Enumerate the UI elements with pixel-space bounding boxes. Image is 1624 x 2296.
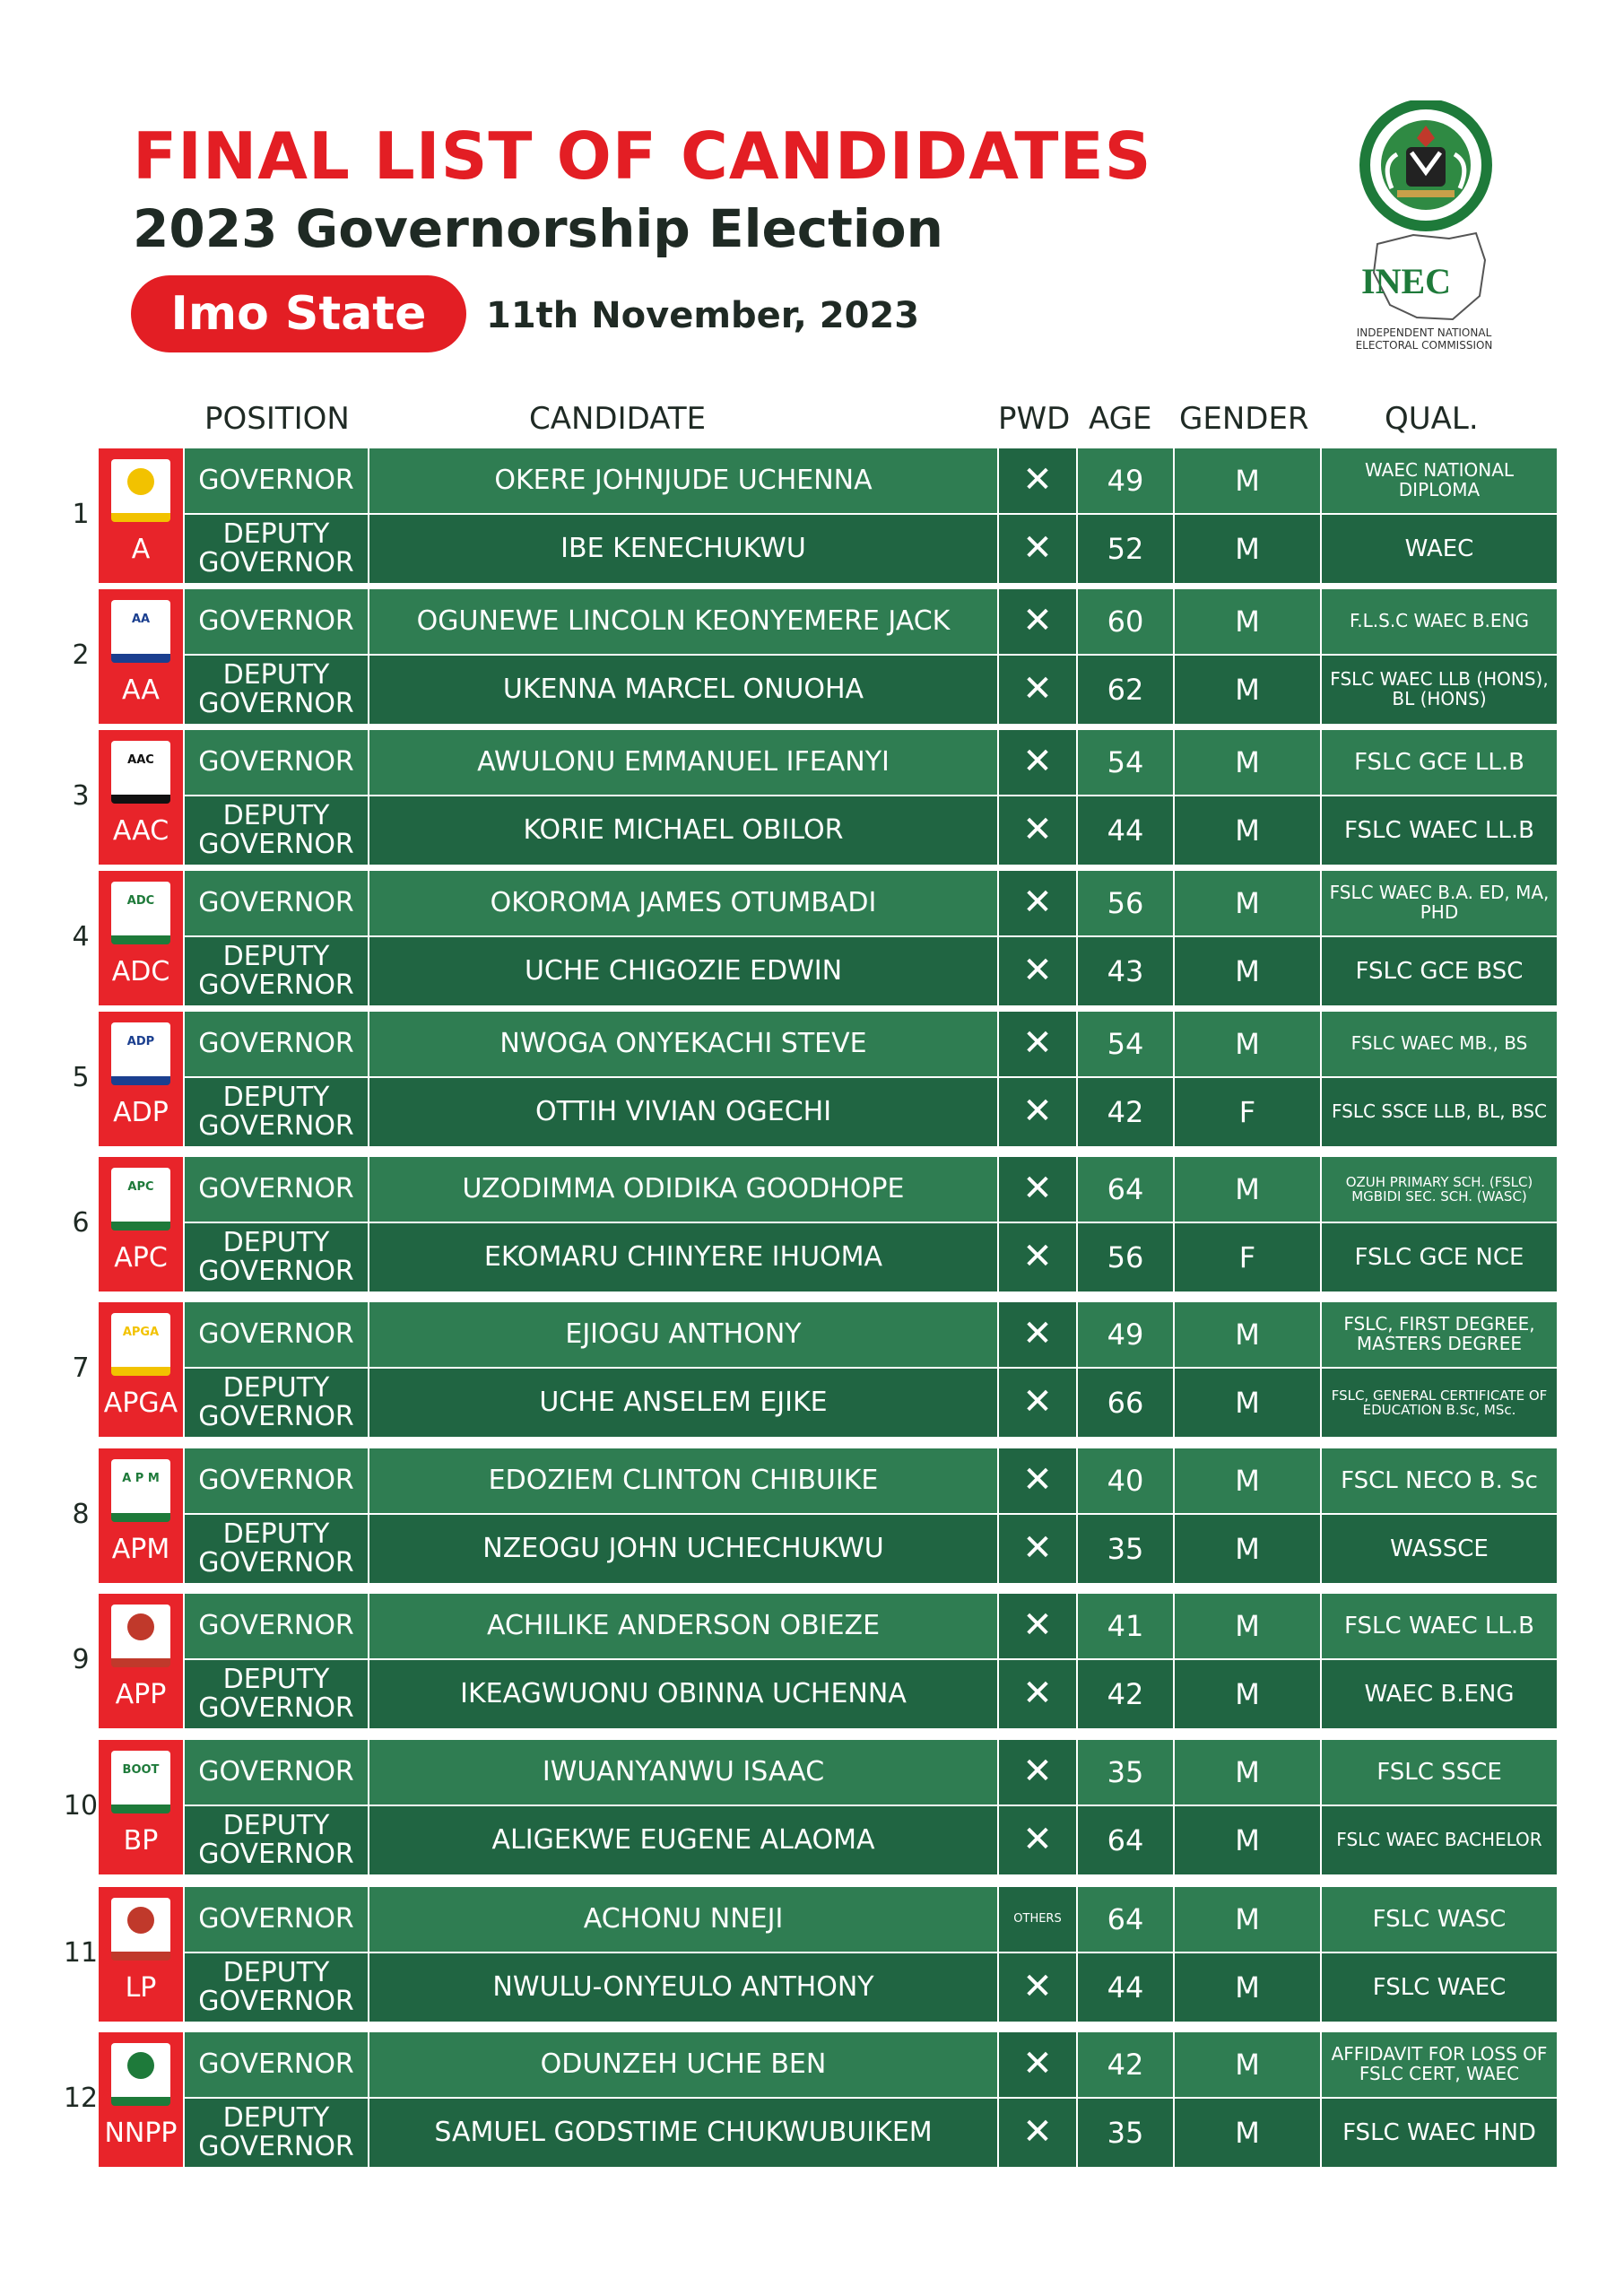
party-number: 8 [72, 1499, 90, 1530]
deputy-label-line1: DEPUTY [222, 1809, 330, 1841]
governor-name: ACHILIKE ANDERSON OBIEZE [369, 1594, 997, 1658]
party-number: 1 [72, 499, 90, 530]
deputy-pwd: ✕ [999, 1515, 1076, 1583]
governor-qualification: OZUH PRIMARY SCH. (FSLC) MGBIDI SEC. SCH. (WASC) [1322, 1157, 1557, 1222]
position-deputy-governor [185, 1953, 368, 2022]
party-group [99, 2032, 1557, 2167]
governor-age: 60 [1078, 589, 1173, 654]
party-box [99, 1302, 183, 1437]
deputy-pwd: ✕ [999, 515, 1076, 583]
party-logo-text: BOOT [122, 1763, 160, 1777]
deputy-pwd: ✕ [999, 1806, 1076, 1874]
governor-name: OGUNEWE LINCOLN KEONYEMERE JACK [369, 589, 997, 654]
deputy-name: SAMUEL GODSTIME CHUKWUBUIKEM [369, 2099, 997, 2167]
deputy-qualification: FSLC WAEC LL.B [1322, 796, 1557, 865]
governor-gender: M [1175, 1012, 1320, 1076]
position-governor: GOVERNOR [185, 1012, 368, 1076]
deputy-label-line2: GOVERNOR [198, 547, 354, 578]
party-number: 12 [63, 2083, 99, 2114]
party-logo-icon [111, 741, 170, 804]
governor-name: OKOROMA JAMES OTUMBADI [369, 871, 997, 935]
deputy-label-line1: DEPUTY [222, 799, 330, 831]
deputy-gender: M [1175, 515, 1320, 583]
deputy-name: UKENNA MARCEL ONUOHA [369, 656, 997, 724]
party-group [99, 1448, 1557, 1583]
position-deputy-governor [185, 937, 368, 1005]
party-box [99, 1887, 183, 2022]
governor-pwd: ✕ [999, 730, 1076, 795]
party-box [99, 448, 183, 583]
party-group [99, 1012, 1557, 1146]
page-title: FINAL LIST OF CANDIDATES [133, 118, 1152, 194]
position-deputy-governor [185, 2099, 368, 2167]
governor-gender: M [1175, 871, 1320, 935]
governor-qualification: AFFIDAVIT FOR LOSS OF FSLC CERT, WAEC [1322, 2032, 1557, 2097]
party-abbreviation: APM [111, 1534, 170, 1565]
governor-pwd: ✕ [999, 1157, 1076, 1222]
party-logo-text: ADC [126, 894, 155, 908]
deputy-label-line1: DEPUTY [222, 1371, 330, 1404]
deputy-label-line1: DEPUTY [222, 1663, 330, 1695]
governor-age: 35 [1078, 1740, 1173, 1805]
deputy-gender: M [1175, 796, 1320, 865]
deputy-age: 56 [1078, 1223, 1173, 1292]
governor-qualification: FSLC WAEC B.A. ED, MA, PHD [1322, 871, 1557, 935]
party-group [99, 448, 1557, 583]
deputy-name: UCHE ANSELEM EJIKE [369, 1369, 997, 1437]
deputy-name: NZEOGU JOHN UCHECHUKWU [369, 1515, 997, 1583]
party-logo-emblem [127, 1907, 154, 1934]
inec-emblem-icon [1325, 100, 1523, 361]
governor-age: 49 [1078, 448, 1173, 513]
deputy-qualification: WAEC [1322, 515, 1557, 583]
party-number: 5 [72, 1062, 90, 1093]
party-group [99, 1594, 1557, 1728]
governor-qualification: FSLC GCE LL.B [1322, 730, 1557, 795]
party-box [99, 730, 183, 865]
governor-gender: M [1175, 1157, 1320, 1222]
party-logo-emblem [127, 468, 154, 495]
party-abbreviation: AAC [112, 815, 169, 847]
deputy-label-line2: GOVERNOR [198, 1256, 354, 1287]
party-number: 10 [63, 1790, 99, 1822]
party-logo-icon [111, 882, 170, 944]
column-header-candidate: CANDIDATE [529, 401, 707, 437]
position-governor: GOVERNOR [185, 1448, 368, 1513]
party-abbreviation: LP [125, 1972, 157, 2004]
deputy-qualification: FSLC WAEC LLB (HONS), BL (HONS) [1322, 656, 1557, 724]
governor-pwd: ✕ [999, 871, 1076, 935]
governor-name: IWUANYANWU ISAAC [369, 1740, 997, 1805]
deputy-age: 35 [1078, 1515, 1173, 1583]
governor-name: UZODIMMA ODIDIKA GOODHOPE [369, 1157, 997, 1222]
position-deputy-governor [185, 1223, 368, 1292]
deputy-gender: F [1175, 1078, 1320, 1146]
deputy-pwd: ✕ [999, 1953, 1076, 2022]
deputy-qualification: FSLC GCE NCE [1322, 1223, 1557, 1292]
deputy-pwd: ✕ [999, 937, 1076, 1005]
election-date: 11th November, 2023 [486, 295, 920, 336]
governor-qualification: FSLC WASC [1322, 1887, 1557, 1952]
governor-name: ODUNZEH UCHE BEN [369, 2032, 997, 2097]
party-box [99, 1448, 183, 1583]
party-number: 7 [72, 1352, 90, 1384]
deputy-name: UCHE CHIGOZIE EDWIN [369, 937, 997, 1005]
page-subtitle: 2023 Governorship Election [133, 198, 943, 259]
position-deputy-governor [185, 1078, 368, 1146]
party-logo-icon [111, 1313, 170, 1376]
deputy-gender: M [1175, 1806, 1320, 1874]
position-governor: GOVERNOR [185, 1594, 368, 1658]
deputy-pwd: ✕ [999, 1078, 1076, 1146]
deputy-gender: M [1175, 937, 1320, 1005]
party-logo-icon [111, 1751, 170, 1813]
party-group [99, 730, 1557, 865]
column-header-position: POSITION [204, 401, 350, 437]
party-group [99, 1302, 1557, 1437]
position-governor: GOVERNOR [185, 730, 368, 795]
party-number: 2 [72, 639, 90, 671]
deputy-pwd: ✕ [999, 656, 1076, 724]
party-group [99, 1157, 1557, 1292]
governor-qualification: FSCL NECO B. Sc [1322, 1448, 1557, 1513]
governor-qualification: FSLC, FIRST DEGREE, MASTERS DEGREE [1322, 1302, 1557, 1367]
inec-fullname-line2: ELECTORAL COMMISSION [1355, 339, 1493, 352]
deputy-pwd: ✕ [999, 2099, 1076, 2167]
party-abbreviation: ADC [111, 956, 170, 987]
position-governor: GOVERNOR [185, 1302, 368, 1367]
governor-qualification: F.L.S.C WAEC B.ENG [1322, 589, 1557, 654]
deputy-pwd: ✕ [999, 796, 1076, 865]
party-abbreviation: APC [114, 1242, 168, 1274]
deputy-qualification: FSLC GCE BSC [1322, 937, 1557, 1005]
position-deputy-governor [185, 1806, 368, 1874]
party-logo-text: APC [127, 1180, 154, 1194]
governor-gender: M [1175, 589, 1320, 654]
party-logo-icon [111, 1605, 170, 1667]
governor-name: NWOGA ONYEKACHI STEVE [369, 1012, 997, 1076]
governor-name: AWULONU EMMANUEL IFEANYI [369, 730, 997, 795]
deputy-label-line2: GOVERNOR [198, 1547, 354, 1578]
position-deputy-governor [185, 1369, 368, 1437]
deputy-age: 44 [1078, 1953, 1173, 2022]
column-header-gender: GENDER [1179, 401, 1309, 437]
deputy-qualification: FSLC WAEC HND [1322, 2099, 1557, 2167]
governor-pwd: ✕ [999, 1302, 1076, 1367]
deputy-label-line1: DEPUTY [222, 940, 330, 972]
governor-gender: M [1175, 1302, 1320, 1367]
governor-pwd: ✕ [999, 448, 1076, 513]
party-logo-icon [111, 1898, 170, 1961]
deputy-qualification: WAEC B.ENG [1322, 1660, 1557, 1728]
party-logo-text: ADP [126, 1035, 155, 1048]
governor-name: ACHONU NNEJI [369, 1887, 997, 1952]
deputy-name: IBE KENECHUKWU [369, 515, 997, 583]
deputy-name: IKEAGWUONU OBINNA UCHENNA [369, 1660, 997, 1728]
party-number: 4 [72, 921, 90, 952]
deputy-qualification: FSLC, GENERAL CERTIFICATE OF EDUCATION B.Sc, MSc. [1322, 1369, 1557, 1437]
governor-age: 42 [1078, 2032, 1173, 2097]
deputy-pwd: ✕ [999, 1223, 1076, 1292]
deputy-label-line1: DEPUTY [222, 658, 330, 691]
deputy-name: ALIGEKWE EUGENE ALAOMA [369, 1806, 997, 1874]
deputy-label-line2: GOVERNOR [198, 970, 354, 1001]
party-abbreviation: BP [123, 1825, 159, 1857]
inec-fullname-line1: INDEPENDENT NATIONAL [1356, 326, 1492, 339]
governor-age: 40 [1078, 1448, 1173, 1513]
governor-pwd: OTHERS [999, 1887, 1076, 1952]
deputy-age: 62 [1078, 656, 1173, 724]
governor-gender: M [1175, 448, 1320, 513]
party-logo-icon [111, 1459, 170, 1522]
governor-pwd: ✕ [999, 2032, 1076, 2097]
governor-qualification: FSLC WAEC MB., BS [1322, 1012, 1557, 1076]
deputy-gender: M [1175, 1953, 1320, 2022]
position-governor: GOVERNOR [185, 448, 368, 513]
deputy-name: OTTIH VIVIAN OGECHI [369, 1078, 997, 1146]
deputy-age: 44 [1078, 796, 1173, 865]
party-group [99, 589, 1557, 724]
deputy-gender: F [1175, 1223, 1320, 1292]
deputy-gender: M [1175, 656, 1320, 724]
deputy-qualification: FSLC WAEC [1322, 1953, 1557, 2022]
deputy-age: 35 [1078, 2099, 1173, 2167]
party-logo-text: AAC [127, 753, 154, 767]
deputy-label-line2: GOVERNOR [198, 688, 354, 719]
position-deputy-governor [185, 796, 368, 865]
deputy-gender: M [1175, 1515, 1320, 1583]
deputy-age: 43 [1078, 937, 1173, 1005]
deputy-label-line2: GOVERNOR [198, 829, 354, 860]
governor-name: EJIOGU ANTHONY [369, 1302, 997, 1367]
deputy-name: NWULU-ONYEULO ANTHONY [369, 1953, 997, 2022]
governor-gender: M [1175, 2032, 1320, 2097]
column-header-pwd: PWD [998, 401, 1071, 437]
deputy-qualification: FSLC SSCE LLB, BL, BSC [1322, 1078, 1557, 1146]
position-deputy-governor [185, 515, 368, 583]
party-logo-icon [111, 600, 170, 663]
deputy-label-line2: GOVERNOR [198, 2131, 354, 2162]
deputy-gender: M [1175, 1369, 1320, 1437]
deputy-gender: M [1175, 2099, 1320, 2167]
deputy-age: 66 [1078, 1369, 1173, 1437]
deputy-age: 42 [1078, 1660, 1173, 1728]
governor-pwd: ✕ [999, 1012, 1076, 1076]
party-logo-emblem [127, 2052, 154, 2079]
governor-name: EDOZIEM CLINTON CHIBUIKE [369, 1448, 997, 1513]
governor-age: 56 [1078, 871, 1173, 935]
party-box [99, 1012, 183, 1146]
party-box [99, 871, 183, 1005]
deputy-age: 42 [1078, 1078, 1173, 1146]
deputy-label-line2: GOVERNOR [198, 1839, 354, 1870]
deputy-age: 52 [1078, 515, 1173, 583]
party-box [99, 2032, 183, 2167]
position-governor: GOVERNOR [185, 1740, 368, 1805]
position-governor: GOVERNOR [185, 1157, 368, 1222]
governor-age: 41 [1078, 1594, 1173, 1658]
governor-gender: M [1175, 1594, 1320, 1658]
governor-gender: M [1175, 730, 1320, 795]
party-logo-icon [111, 2043, 170, 2106]
party-logo-text: APGA [122, 1326, 160, 1339]
party-logo-icon [111, 1168, 170, 1231]
governor-qualification: FSLC WAEC LL.B [1322, 1594, 1557, 1658]
governor-qualification: WAEC NATIONAL DIPLOMA [1322, 448, 1557, 513]
deputy-age: 64 [1078, 1806, 1173, 1874]
party-logo-emblem [127, 1613, 154, 1640]
party-abbreviation: NNPP [104, 2118, 178, 2149]
party-abbreviation: AA [122, 674, 160, 706]
party-number: 6 [72, 1207, 90, 1239]
inec-acronym: INEC [1361, 261, 1452, 301]
party-logo-text: A P M [122, 1472, 160, 1485]
deputy-label-line1: DEPUTY [222, 1081, 330, 1113]
deputy-qualification: FSLC WAEC BACHELOR [1322, 1806, 1557, 1874]
governor-pwd: ✕ [999, 589, 1076, 654]
deputy-label-line1: DEPUTY [222, 1956, 330, 1988]
column-header-qual: QUAL. [1385, 401, 1479, 437]
deputy-label-line2: GOVERNOR [198, 1692, 354, 1724]
governor-gender: M [1175, 1448, 1320, 1513]
governor-age: 49 [1078, 1302, 1173, 1367]
position-deputy-governor [185, 1515, 368, 1583]
position-governor: GOVERNOR [185, 2032, 368, 2097]
party-box [99, 589, 183, 724]
deputy-name: EKOMARU CHINYERE IHUOMA [369, 1223, 997, 1292]
party-logo-text: AA [131, 613, 151, 626]
position-deputy-governor [185, 656, 368, 724]
party-abbreviation: A [131, 534, 151, 565]
governor-age: 54 [1078, 1012, 1173, 1076]
party-box [99, 1740, 183, 1874]
deputy-label-line1: DEPUTY [222, 2101, 330, 2134]
position-governor: GOVERNOR [185, 589, 368, 654]
inec-logo [1325, 100, 1523, 361]
deputy-qualification: WASSCE [1322, 1515, 1557, 1583]
governor-pwd: ✕ [999, 1448, 1076, 1513]
deputy-label-line1: DEPUTY [222, 1518, 330, 1550]
party-number: 11 [63, 1937, 99, 1969]
party-logo-icon [111, 1022, 170, 1085]
deputy-name: KORIE MICHAEL OBILOR [369, 796, 997, 865]
deputy-gender: M [1175, 1660, 1320, 1728]
party-group [99, 1740, 1557, 1874]
party-box [99, 1594, 183, 1728]
governor-pwd: ✕ [999, 1594, 1076, 1658]
position-governor: GOVERNOR [185, 1887, 368, 1952]
state-badge: Imo State [131, 275, 466, 352]
party-logo-icon [111, 459, 170, 522]
governor-age: 64 [1078, 1157, 1173, 1222]
position-deputy-governor [185, 1660, 368, 1728]
column-header-age: AGE [1089, 401, 1152, 437]
governor-age: 54 [1078, 730, 1173, 795]
party-group [99, 871, 1557, 1005]
governor-name: OKERE JOHNJUDE UCHENNA [369, 448, 997, 513]
deputy-pwd: ✕ [999, 1660, 1076, 1728]
party-number: 9 [72, 1644, 90, 1675]
governor-gender: M [1175, 1887, 1320, 1952]
governor-age: 64 [1078, 1887, 1173, 1952]
governor-pwd: ✕ [999, 1740, 1076, 1805]
deputy-label-line1: DEPUTY [222, 517, 330, 550]
governor-gender: M [1175, 1740, 1320, 1805]
party-group [99, 1887, 1557, 2022]
party-number: 3 [72, 780, 90, 812]
deputy-label-line2: GOVERNOR [198, 1986, 354, 2017]
deputy-label-line2: GOVERNOR [198, 1401, 354, 1432]
deputy-label-line1: DEPUTY [222, 1226, 330, 1258]
deputy-label-line2: GOVERNOR [198, 1110, 354, 1142]
deputy-pwd: ✕ [999, 1369, 1076, 1437]
party-abbreviation: APGA [103, 1387, 178, 1419]
governor-qualification: FSLC SSCE [1322, 1740, 1557, 1805]
party-abbreviation: APP [115, 1679, 167, 1710]
party-abbreviation: ADP [113, 1097, 169, 1128]
party-box [99, 1157, 183, 1292]
position-governor: GOVERNOR [185, 871, 368, 935]
